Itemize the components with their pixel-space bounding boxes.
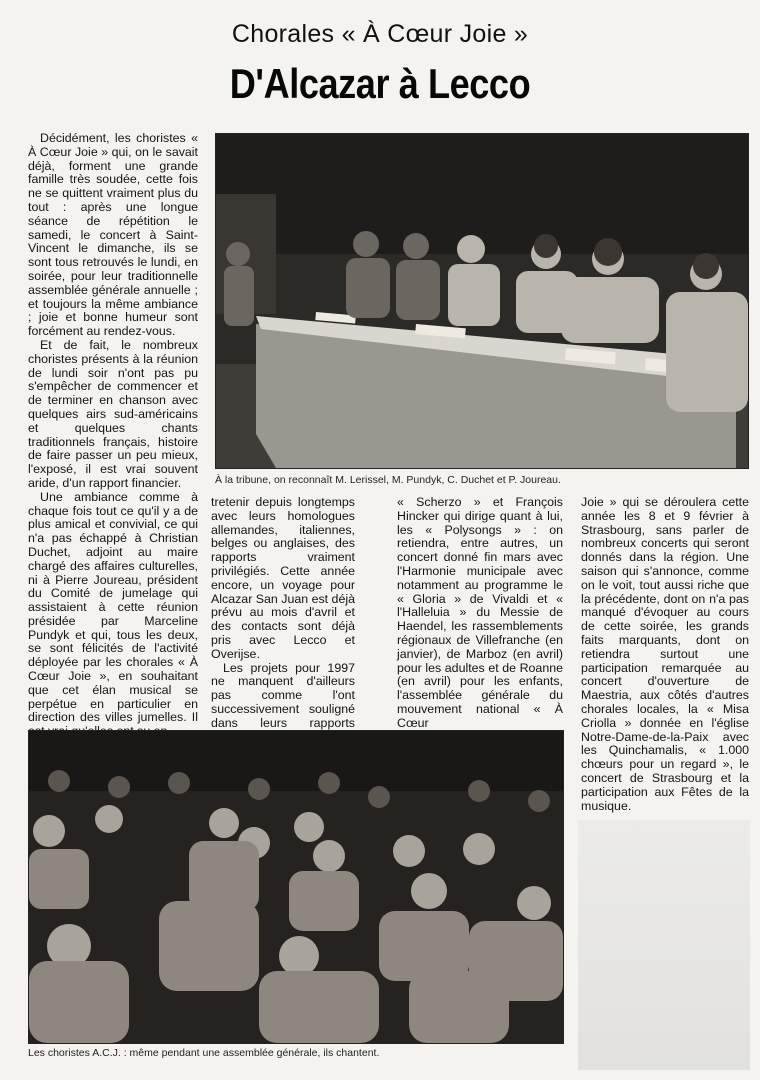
paragraph: tretenir depuis longtemps avec leurs homologues allemandes, italiennes, belges ou anglaises, des rapports vraiment privilégiés. Cette année encore, un voyage pour Alcazar San Juan est déjà prévu au mois d'avril et des contacts sont déjà pris avec Lecco et Overijse.	[211, 495, 355, 661]
paragraph: « Scherzo » et François Hincker qui dirige quant à lui, les « Polysongs » : on retiendra, entre autres, un concert donné fin mars avec l'Harmonie municipale avec notamment au programme le « Gloria » de Vivaldi et « l'Halleluia » du Messie de Haendel, les rassemblements régionaux de Villefranche (en janvier), de Marboz (en avril) pour les adultes et de Roanne (en avril) pour les enfants, l'assemblée générale du mouvement national « À Cœur	[397, 495, 563, 730]
article-headline: D'Alcazar à Lecco	[229, 60, 531, 107]
article-column-1	[28, 132, 198, 739]
choir-photo-caption: Les choristes A.C.J. : même pendant une assemblée générale, ils chantent.	[28, 1047, 380, 1059]
article-column-3	[397, 496, 563, 731]
paragraph: Une ambiance comme à chaque fois tout ce qu'il y a de plus amical et convivial, ce qui n'a pas échappé à Christian Duchet, adjoint au maire chargé des affaires culturelles, ni à Pierre Joureau, président du Comité de jumelage qui assistaient à cette réunion présidée par Marceline Pundyk et qui, tous les deux, se sont félicités de l'activité déployée par les chorales « À Cœur Joie », en souhaitant que cet élan musical se perpétue en particulier en direction des villes jumelles. Il	[28, 489, 198, 725]
paragraph: Joie » qui se déroulera cette année les 8 et 9 février à Strasbourg, sans parler de nombreux concerts qui seront donnés dans la région. Une saison qui s'annonce, comme on le voit, tout aussi riche que la précédente, dont on n'a pas manqué d'évoquer au cours de cette soirée, les grands faits marquants, dont on retiendra surtout une participation remarquée au concert d'ouverture de Maestria, aux côtés d'autres chorales locales, la « Misa Criolla » donnée en l'église Notre-Dame-de-la-Paix avec les Quinchamalis, « 1.000 chœurs pour un regard », le concert de Strasbourg et la participation aux Fêtes de la musique.	[581, 495, 749, 813]
tribune-photo-caption: À la tribune, on reconnaît M. Lerissel, M. Pundyk, C. Duchet et P. Joureau.	[215, 474, 561, 486]
paragraph: Décidément, les choristes « À Cœur Joie » qui, on le savait déjà, forment une grande famille très soudée, cette fois ne se quittent vraiment plus du tout : après une longue séance de répétition le samedi, le concert à Saint-Vincent le dimanche, ils se sont tous retrouvés le lundi, en soirée, pour leur traditionnelle assemblée générale annuelle ; et toujours la même ambiance ; joie et bonne humeur sont forcément au rendez-vous.	[28, 131, 198, 339]
blank-area	[578, 820, 750, 1070]
choir-photo-image	[29, 731, 563, 1043]
tribune-photo	[215, 133, 749, 469]
article-column-4	[581, 496, 749, 813]
article-kicker: Chorales « À Cœur Joie »	[231, 20, 529, 48]
tribune-photo-image	[216, 134, 748, 468]
paragraph: Et de fait, le nombreux choristes présents à la réunion de lundi soir n'ont pas pu s'empêcher de commencer et de terminer en chanson avec quelques airs sud-américains et quelques chants traditionnels français, histoire de faire passer un peu mieux, l'exposé, il est vrai souvent aride, d'un rapport financier.	[28, 337, 198, 490]
choir-photo	[28, 730, 564, 1044]
paragraph: Les projets pour 1997 ne manquent d'ailleurs pas comme l'ont successivement souligné dans leurs rapports	[211, 660, 355, 730]
